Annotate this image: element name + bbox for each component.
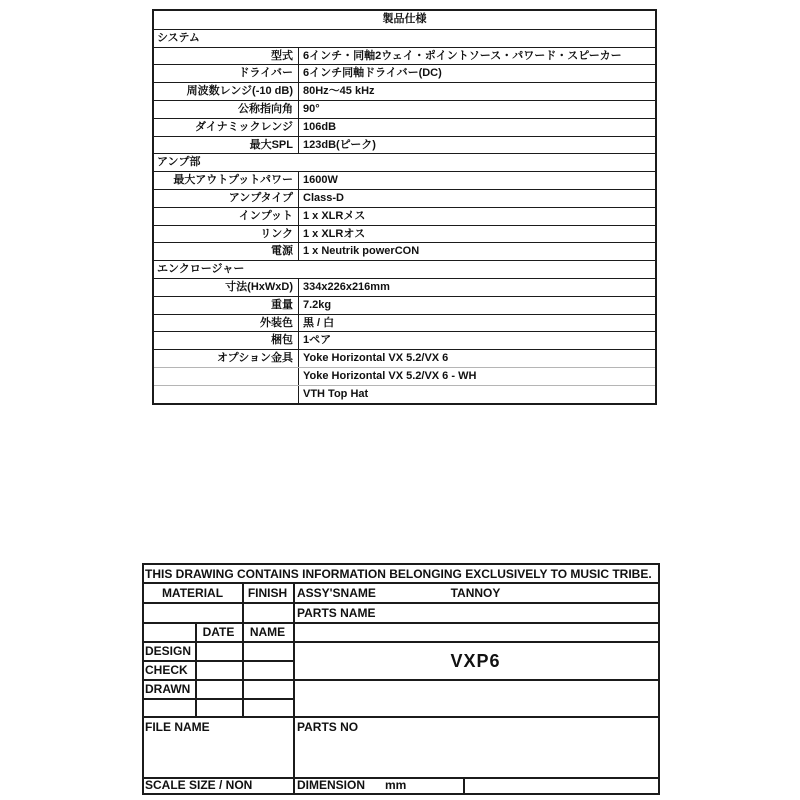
section-label: システム (157, 31, 200, 44)
spec-table-title: 製品仕様 (382, 13, 427, 25)
grid-line (142, 716, 660, 718)
spec-value: 7.2kg (303, 298, 332, 311)
spec-row-optional-hardware-3 (154, 385, 655, 403)
spec-label: アンプタイプ (154, 190, 299, 207)
spec-row-exterior-color (154, 314, 655, 332)
spec-label: インプット (154, 208, 299, 225)
spec-label: 最大アウトプットパワー (154, 172, 299, 189)
spec-row-packaging (154, 331, 655, 349)
spec-label: 周波数レンジ(-10 dB) (154, 83, 299, 100)
spec-row-weight (154, 296, 655, 314)
finish-label: FINISH (247, 586, 288, 600)
grid-line (142, 793, 660, 795)
spec-section-system (154, 29, 655, 47)
spec-label: 外装色 (154, 315, 299, 332)
spec-label-empty (154, 386, 299, 403)
grid-line (142, 698, 293, 700)
check-label: CHECK (145, 663, 188, 677)
spec-title-row (154, 11, 655, 29)
spec-value: 6インチ同軸ドライバー(DC) (303, 67, 442, 80)
grid-line (658, 563, 660, 795)
spec-value: 1 x Neutrik powerCON (303, 245, 420, 258)
spec-section-amplifier (154, 153, 655, 171)
section-label: アンプ部 (157, 156, 201, 169)
grid-line (293, 582, 295, 795)
spec-row-optional-hardware-2 (154, 367, 655, 385)
spec-label: 梱包 (154, 332, 299, 349)
spec-value: 80Hz〜45 kHz (303, 85, 375, 98)
spec-row-optional-hardware (154, 349, 655, 367)
spec-row-link (154, 225, 655, 243)
dimension-unit: mm (385, 778, 407, 792)
spec-row-model (154, 47, 655, 65)
spec-row-dispersion (154, 100, 655, 118)
grid-line (142, 563, 660, 565)
spec-label: オプション金具 (154, 350, 299, 367)
scale-size-label: SCALE SIZE / NON (145, 778, 253, 792)
spec-label: ドライバー (154, 65, 299, 82)
spec-value: 1600W (303, 174, 338, 187)
spec-value: 123dB(ピーク) (303, 138, 376, 151)
spec-value: Yoke Horizontal VX 5.2/VX 6 - WH (303, 369, 477, 382)
date-label: DATE (202, 625, 235, 639)
spec-value: 106dB (303, 120, 337, 133)
spec-label: リンク (154, 226, 299, 243)
spec-row-frequency-range (154, 82, 655, 100)
spec-label: 重量 (154, 297, 299, 314)
spec-value: 黒 / 白 (303, 316, 335, 329)
spec-label-empty (154, 368, 299, 385)
dimension-label: DIMENSION (297, 778, 366, 792)
spec-row-power (154, 242, 655, 260)
design-label: DESIGN (145, 644, 192, 658)
spec-value: 1 x XLRメス (303, 209, 366, 222)
spec-label: 最大SPL (154, 137, 299, 154)
spec-value: VTH Top Hat (303, 387, 369, 400)
product-spec-table (152, 9, 657, 405)
spec-row-dynamic-range (154, 118, 655, 136)
spec-value: 1ペア (303, 334, 332, 347)
drawing-title-block (142, 563, 660, 795)
spec-value: Yoke Horizontal VX 5.2/VX 6 (303, 352, 449, 365)
spec-value: 1 x XLRオス (303, 227, 366, 240)
spec-row-input (154, 207, 655, 225)
grid-line (142, 679, 660, 681)
parts-no-label: PARTS NO (297, 720, 359, 734)
spec-row-amp-type (154, 189, 655, 207)
spec-value: Class-D (303, 191, 344, 204)
spec-value: 6インチ・同軸2ウェイ・ポイントソース・パワード・スピーカー (303, 49, 622, 62)
spec-row-driver (154, 64, 655, 82)
spec-label: 型式 (154, 48, 299, 65)
spec-value: 334x226x216mm (303, 280, 390, 293)
spec-label: ダイナミックレンジ (154, 119, 299, 136)
model-number: VXP6 (450, 651, 501, 671)
spec-label: 公称指向角 (154, 101, 299, 118)
spec-value: 90° (303, 102, 320, 115)
grid-line (463, 777, 465, 795)
spec-label: 寸法(HxWxD) (154, 279, 299, 296)
confidentiality-notice: THIS DRAWING CONTAINS INFORMATION BELONGING EXCLUSIVELY TO MUSIC TRIBE. (145, 567, 652, 581)
spec-row-max-spl (154, 136, 655, 154)
grid-line (242, 582, 244, 718)
spec-row-max-output-power (154, 171, 655, 189)
section-label: エンクロージャー (157, 263, 245, 276)
spec-section-enclosure (154, 260, 655, 278)
drawn-label: DRAWN (145, 682, 191, 696)
parts-name-label: PARTS NAME (297, 606, 376, 620)
brand-name: TANNOY (450, 586, 501, 600)
name-label: NAME (249, 625, 286, 639)
material-label: MATERIAL (161, 586, 224, 600)
spec-label: 電源 (154, 243, 299, 260)
file-name-label: FILE NAME (145, 720, 210, 734)
assy-name-label: ASSY'SNAME (297, 586, 376, 600)
spec-row-dimensions (154, 278, 655, 296)
